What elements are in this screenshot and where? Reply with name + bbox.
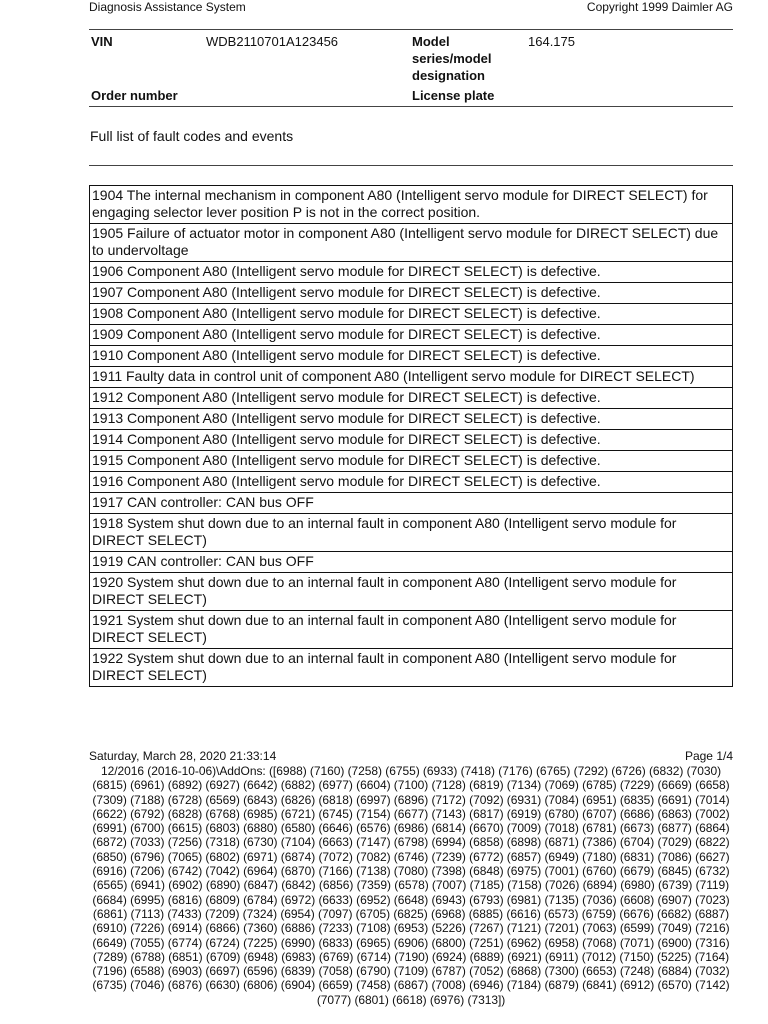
table-row (90, 493, 733, 514)
model-value: 164.175 (528, 34, 575, 49)
table-row (90, 388, 733, 409)
table-row (90, 186, 733, 224)
license-plate-label: License plate (412, 88, 495, 103)
table-row (90, 573, 733, 611)
vin-label: VIN (91, 34, 113, 49)
divider-info (89, 106, 733, 107)
table-row (90, 367, 733, 388)
divider-title (89, 165, 733, 166)
fault-codes-table (89, 185, 733, 687)
table-row (90, 224, 733, 262)
divider-top (89, 29, 733, 30)
model-label-line-3: designation (412, 68, 485, 83)
table-row (90, 552, 733, 573)
fault-code-cell: 1909 Component A80 (Intelligent servo module for DIRECT SELECT) is defective. (90, 325, 733, 346)
model-label-line-1: Model (412, 34, 450, 49)
table-row (90, 409, 733, 430)
fault-code-cell: 1905 Failure of actuator motor in component A80 (Intelligent servo module for DIRECT SELECT) due to undervoltage (90, 224, 733, 262)
table-row (90, 649, 733, 687)
table-row (90, 325, 733, 346)
fault-code-cell: 1914 Component A80 (Intelligent servo module for DIRECT SELECT) is defective. (90, 430, 733, 451)
fault-code-cell: 1907 Component A80 (Intelligent servo module for DIRECT SELECT) is defective. (90, 283, 733, 304)
print-timestamp: Saturday, March 28, 2020 21:33:14 (89, 749, 277, 763)
page-header (89, 0, 733, 14)
table-row (90, 514, 733, 552)
table-row (90, 472, 733, 493)
fault-code-cell: 1910 Component A80 (Intelligent servo module for DIRECT SELECT) is defective. (90, 346, 733, 367)
addons-list: 12/2016 (2016-10-06)\AddOns: ([6988) (7160) (7258) (6755) (6933) (7418) (7176) (6765) (7292) (6726) (6832) (7030) (6815) (6961) (6892) (6927) (6642) (6882) (6977) (6604) (7100) (7128) (6819) (7134) (7069) (6785) (7229) (6669) (6658) (7309) (7188) (6728) (6569) (6843) (6826) (6818) (6997) (6896) (7172) (7092) (6931) (7084) (6951) (6835) (6691) (7014) (6622) (6792) (6828) (6768) (6985) (6721) (6745) (7154) (6677) (7143) (6817) (6919) (6780) (6707) (6686) (6863) (7002) (6991) (6700) (6615) (6803) (6880) (6580) (6646) (6576) (6986) (6814) (6670) (7009) (7018) (6781) (6673) (6877) (6864) (6872) (7033) (7256) (7318) (6730) (7104) (6663) (7147) (6798) (6994) (6858) (6898) (6871) (7386) (6704) (7029) (6822) (6850) (6796) (7065) (6802) (6971) (6874) (7072) (7082) (6746) (7239) (6772) (6857) (6949) (7180) (6831) (7086) (6627) (6916) (7206) (6742) (7042) (6964) (6870) (7166) (7138) (7080) (7398) (6848) (6975) (7001) (6760) (6679) (6845) (6732) (6565) (6941) (6902) (6890) (6847) (6842) (6856) (7359) (6578) (7007) (7185) (7158) (7026) (6894) (6980) (6739) (7119) (6684) (6995) (6816) (6809) (6784) (6972) (6633) (6952) (6648) (6943) (6793) (6981) (7135) (7036) (6608) (6907) (7023) (6861) (7113) (7433) (7209) (7324) (6954) (7097) (6705) (6825) (6968) (6885) (6616) (6573) (6759) (6676) (6682) (6887) (6910) (7226) (6914) (6866) (7360) (6886) (7233) (7108) (6953) (5226) (7267) (7121) (7201) (7063) (6599) (7049) (7216) (6649) (7055) (6774) (6724) (7225) (6990) (6833) (6965) (6906) (6800) (7251) (6962) (6958) (7068) (7071) (6900) (7316) (7289) (6788) (6851) (6709) (6948) (6983) (6769) (6714) (7190) (6924) (6889) (6921) (6911) (7012) (7150) (5225) (7164) (7196) (6588) (6903) (6697) (6596) (6839) (7058) (6790) (7109) (6787) (7052) (6868) (7300) (6653) (7248) (6884) (7032) (6735) (7046) (6876) (6630) (6806) (6904) (6659) (7458) (6867) (7008) (6946) (7184) (6879) (6841) (6912) (6570) (7142) (7077) (6801) (6618) (6976) (7313]) (92, 764, 730, 1007)
fault-code-cell: 1915 Component A80 (Intelligent servo module for DIRECT SELECT) is defective. (90, 451, 733, 472)
table-row (90, 451, 733, 472)
fault-code-cell: 1921 System shut down due to an internal fault in component A80 (Intelligent servo module for DIRECT SELECT) (90, 611, 733, 649)
fault-code-cell: 1917 CAN controller: CAN bus OFF (90, 493, 733, 514)
fault-code-cell: 1918 System shut down due to an internal fault in component A80 (Intelligent servo module for DIRECT SELECT) (90, 514, 733, 552)
vin-value: WDB2110701A123456 (206, 34, 339, 49)
order-number-label: Order number (91, 88, 178, 103)
page-number: Page 1/4 (684, 749, 733, 763)
fault-code-cell: 1919 CAN controller: CAN bus OFF (90, 552, 733, 573)
table-row (90, 346, 733, 367)
section-title: Full list of fault codes and events (90, 128, 294, 144)
model-label-line-2: series/model (412, 51, 492, 66)
table-row (90, 262, 733, 283)
fault-code-cell: 1922 System shut down due to an internal fault in component A80 (Intelligent servo module for DIRECT SELECT) (90, 649, 733, 687)
table-row (90, 611, 733, 649)
fault-code-cell: 1913 Component A80 (Intelligent servo module for DIRECT SELECT) is defective. (90, 409, 733, 430)
copyright: Copyright 1999 Daimler AG (586, 0, 733, 14)
fault-code-cell: 1912 Component A80 (Intelligent servo module for DIRECT SELECT) is defective. (90, 388, 733, 409)
fault-code-cell: 1908 Component A80 (Intelligent servo module for DIRECT SELECT) is defective. (90, 304, 733, 325)
app-name: Diagnosis Assistance System (89, 0, 246, 14)
table-row (90, 304, 733, 325)
fault-code-cell: 1916 Component A80 (Intelligent servo module for DIRECT SELECT) is defective. (90, 472, 733, 493)
fault-code-cell: 1920 System shut down due to an internal fault in component A80 (Intelligent servo module for DIRECT SELECT) (90, 573, 733, 611)
table-row (90, 283, 733, 304)
fault-code-cell: 1906 Component A80 (Intelligent servo module for DIRECT SELECT) is defective. (90, 262, 733, 283)
table-row (90, 430, 733, 451)
fault-code-cell: 1904 The internal mechanism in component A80 (Intelligent servo module for DIRECT SELECT) for engaging selector lever position P is not in the correct position. (90, 186, 733, 224)
fault-code-cell: 1911 Faulty data in control unit of component A80 (Intelligent servo module for DIRECT SELECT) (90, 367, 733, 388)
